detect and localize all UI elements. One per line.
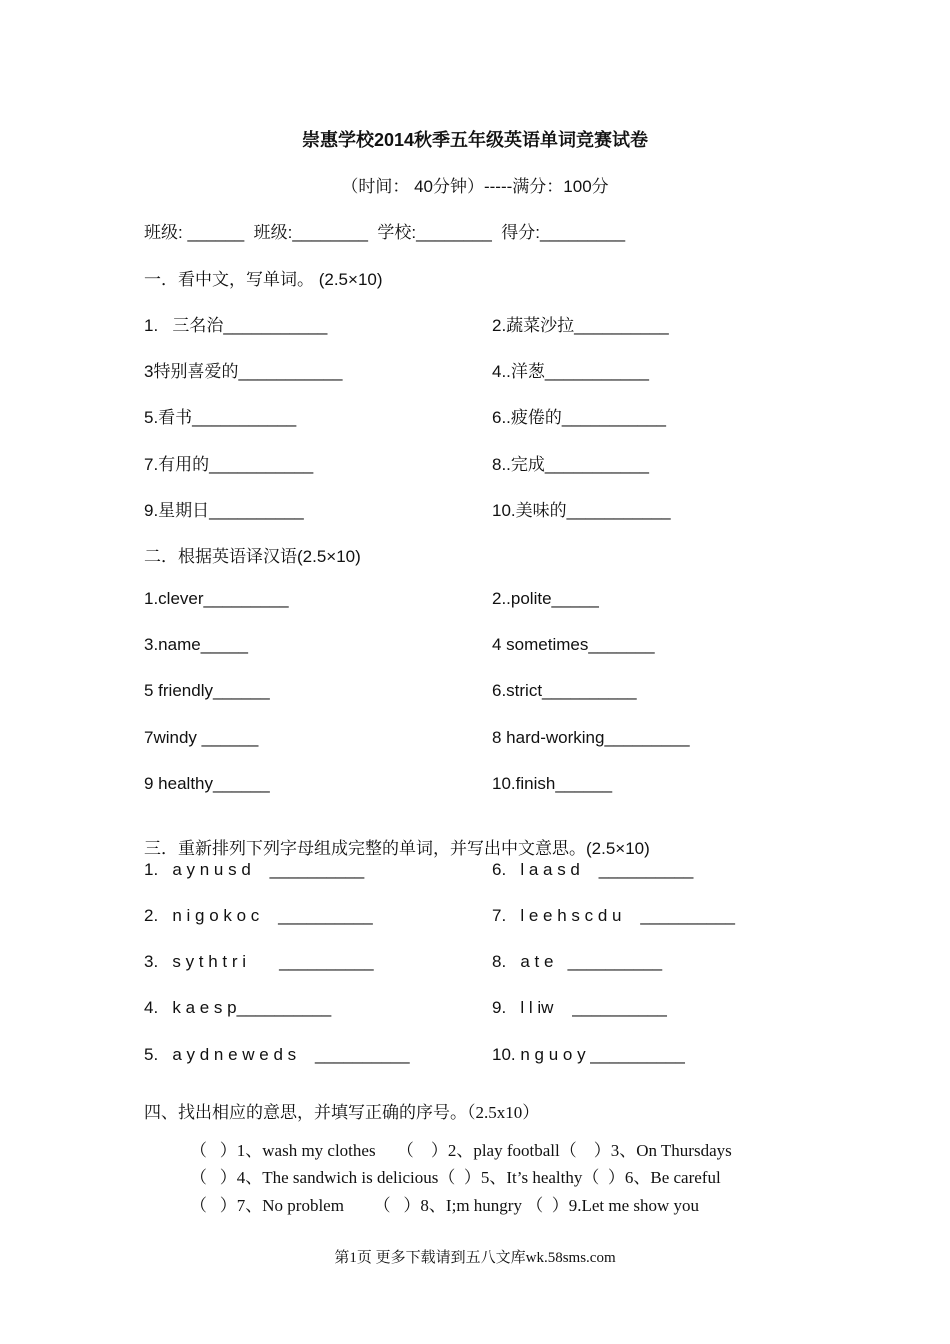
- section3-item: 8. a t e __________: [492, 952, 663, 971]
- section3-item: 7. l e e h s c d u __________: [492, 906, 735, 925]
- section2-item: 3.name_____: [144, 635, 248, 654]
- section3-item: 3. s y t h t r i __________: [144, 952, 374, 971]
- section2-item: 9 healthy______: [144, 774, 270, 793]
- section3-item: 1. a y n u s d __________: [144, 860, 365, 879]
- section3-item: 10. n g u o y __________: [492, 1045, 685, 1064]
- student-info-line: 班级: ______ 班级:________ 学校:________ 得分:_________: [144, 223, 626, 242]
- section1-item: 6..疲倦的___________: [492, 408, 666, 427]
- section3-item: 6. l a a s d __________: [492, 860, 694, 879]
- section3-heading: 三．重新排列下列字母组成完整的单词，并写出中文意思。(2.5×10): [144, 839, 650, 858]
- section2-heading: 二．根据英语译汉语(2.5×10): [144, 547, 361, 566]
- section4-row: （ ）1、wash my clothes （ ）2、play football（ ）3、On Thursdays: [190, 1141, 732, 1160]
- section1-heading: 一．看中文，写单词。 (2.5×10): [144, 270, 383, 289]
- section3-item: 5. a y d n e w e d s __________: [144, 1045, 410, 1064]
- section1-item: 7.有用的___________: [144, 455, 314, 474]
- section2-item: 10.finish______: [492, 774, 613, 793]
- section2-item: 8 hard-working_________: [492, 728, 690, 747]
- section4-heading: 四、找出相应的意思，并填写正确的序号。（2.5x10）: [144, 1103, 540, 1122]
- section2-item: 4 sometimes_______: [492, 635, 655, 654]
- section1-item: 2.蔬菜沙拉__________: [492, 316, 669, 335]
- section2-item: 6.strict__________: [492, 681, 637, 700]
- section1-item: 3特别喜爱的___________: [144, 362, 343, 381]
- section4-row: （ ）4、The sandwich is delicious（ ）5、It’s healthy（ ）6、Be careful: [190, 1168, 721, 1187]
- section2-item: 5 friendly______: [144, 681, 270, 700]
- section3-item: 9. l l iw __________: [492, 998, 667, 1017]
- section4-row: （ ）7、No problem （ ）8、I;m hungry （ ）9.Let me show you: [190, 1196, 700, 1215]
- section2-item: 2..polite_____: [492, 589, 599, 608]
- section2-item: 1.clever_________: [144, 589, 289, 608]
- section1-item: 4..洋葱___________: [492, 362, 649, 381]
- exam-title: 崇惠学校2014秋季五年级英语单词竞赛试卷: [301, 130, 649, 150]
- section1-item: 9.星期日__________: [144, 501, 304, 520]
- section1-item: 5.看书___________: [144, 408, 297, 427]
- page-footer: 第1页 更多下载请到五八文库wk.58sms.com: [334, 1250, 616, 1266]
- section3-item: 2. n i g o k o c __________: [144, 906, 373, 925]
- section2-item: 7windy ______: [144, 728, 259, 747]
- section1-item: 10.美味的___________: [492, 501, 671, 520]
- exam-subtitle: （时间： 40分钟）-----满分：100分: [341, 177, 609, 196]
- section3-item: 4. k a e s p__________: [144, 998, 332, 1017]
- section1-item: 8..完成___________: [492, 455, 649, 474]
- section1-item: 1. 三名治___________: [144, 316, 328, 335]
